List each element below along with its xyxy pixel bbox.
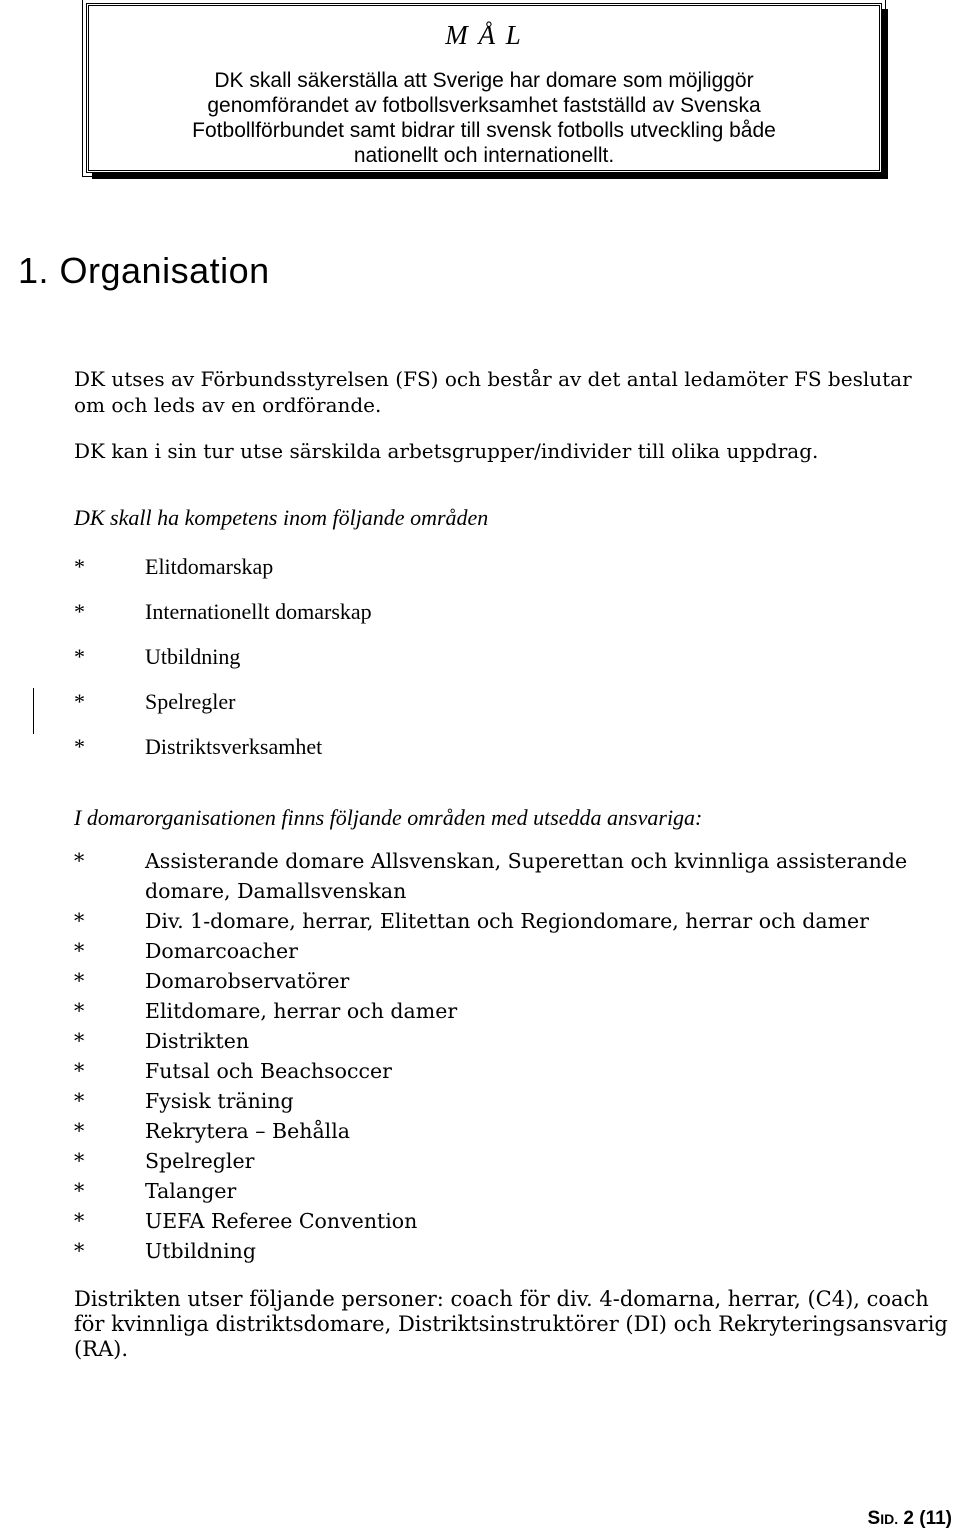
list-item-text: Internationellt domarskap xyxy=(145,599,372,624)
bullet: * xyxy=(74,1029,85,1053)
list-item-text: UEFA Referee Convention xyxy=(145,1209,418,1233)
list-item-text: Rekrytera – Behålla xyxy=(145,1119,350,1143)
list-item xyxy=(74,1086,934,1116)
list-item-text: Domarobservatörer xyxy=(145,969,350,993)
goal-line: nationellt och internationellt. xyxy=(353,144,615,167)
section-heading: 1. Organisation xyxy=(18,250,270,291)
goal-line: Fotbollförbundet samt bidrar till svensk fotbolls utveckling både xyxy=(192,119,776,142)
bullet: * xyxy=(74,1119,85,1143)
list-item xyxy=(74,996,934,1026)
bullet: * xyxy=(74,644,85,669)
list-item-text: Futsal och Beachsoccer xyxy=(145,1059,392,1083)
paragraph-line: för kvinnliga distriktsdomare, Distriktsinstruktörer (DI) och Rekryteringsansvarig xyxy=(74,1312,948,1336)
list-item-text: Spelregler xyxy=(145,1149,255,1173)
page-count: 2 (11) xyxy=(903,1508,952,1529)
bullet: * xyxy=(74,849,85,873)
goal-title: M Å L xyxy=(445,20,523,50)
bullet: * xyxy=(74,599,85,624)
goal-text xyxy=(109,68,859,168)
list-item-text: Utbildning xyxy=(145,1239,256,1263)
page-number xyxy=(868,1508,952,1530)
list-item-text: Distriktsverksamhet xyxy=(145,734,323,759)
bullet: * xyxy=(74,554,85,579)
bullet: * xyxy=(74,969,85,993)
bullet: * xyxy=(74,1089,85,1113)
competence-list xyxy=(74,552,372,777)
responsible-list xyxy=(74,846,934,1266)
list-item xyxy=(74,687,372,732)
list-item xyxy=(74,966,934,996)
list-item xyxy=(74,1206,934,1236)
competence-intro: DK skall ha kompetens inom följande områden xyxy=(74,505,489,530)
page-label-initial: S xyxy=(867,1508,881,1529)
goal-line: DK skall säkerställa att Sverige har domare som möjliggör xyxy=(214,69,754,92)
bullet: * xyxy=(74,1209,85,1233)
bullet: * xyxy=(74,1179,85,1203)
paragraph-line: om och leds av en ordförande. xyxy=(74,393,382,417)
list-item-text: Distrikten xyxy=(145,1029,250,1053)
list-item xyxy=(74,1146,934,1176)
list-item-text: Domarcoacher xyxy=(145,939,298,963)
list-item xyxy=(74,846,934,906)
list-item-text: Div. 1-domare, herrar, Elitettan och Regiondomare, herrar och damer xyxy=(145,909,869,933)
list-item-text: Utbildning xyxy=(145,644,241,669)
list-item-text: Assisterande domare Allsvenskan, Superettan och kvinnliga assisterande domare, Damallsvenskan xyxy=(145,849,908,903)
list-item-text: Spelregler xyxy=(145,689,236,714)
bullet: * xyxy=(74,1149,85,1173)
paragraph-line: Distrikten utser följande personer: coach för div. 4-domarna, herrar, (C4), coach xyxy=(74,1287,929,1311)
list-item xyxy=(74,552,372,597)
district-paragraph xyxy=(74,1287,948,1362)
list-item xyxy=(74,1116,934,1146)
list-item xyxy=(74,906,934,936)
list-item xyxy=(74,642,372,687)
list-item xyxy=(74,1056,934,1086)
list-item-text: Elitdomare, herrar och damer xyxy=(145,999,458,1023)
bullet: * xyxy=(74,689,85,714)
page-label-rest: ID. xyxy=(880,1511,899,1527)
list-item-text: Elitdomarskap xyxy=(145,554,274,579)
organisation-paragraph xyxy=(74,366,912,418)
goal-box xyxy=(86,3,882,173)
bullet: * xyxy=(74,734,85,759)
list-item xyxy=(74,1176,934,1206)
bullet: * xyxy=(74,1239,85,1263)
change-bar xyxy=(33,688,34,734)
list-item xyxy=(74,732,372,777)
list-item-text: Talanger xyxy=(145,1179,237,1203)
list-item xyxy=(74,1026,934,1056)
working-groups-paragraph: DK kan i sin tur utse särskilda arbetsgrupper/individer till olika uppdrag. xyxy=(74,439,819,463)
bullet: * xyxy=(74,909,85,933)
list-item xyxy=(74,1236,934,1266)
paragraph-line: DK utses av Förbundsstyrelsen (FS) och består av det antal ledamöter FS beslutar xyxy=(74,367,912,391)
list-item-text: Fysisk träning xyxy=(145,1089,294,1113)
list-item xyxy=(74,597,372,642)
bullet: * xyxy=(74,999,85,1023)
bullet: * xyxy=(74,1059,85,1083)
responsible-intro: I domarorganisationen finns följande områden med utsedda ansvariga: xyxy=(74,805,703,830)
bullet: * xyxy=(74,939,85,963)
goal-line: genomförandet av fotbollsverksamhet fastställd av Svenska xyxy=(207,94,761,117)
list-item xyxy=(74,936,934,966)
paragraph-line: (RA). xyxy=(74,1337,129,1361)
